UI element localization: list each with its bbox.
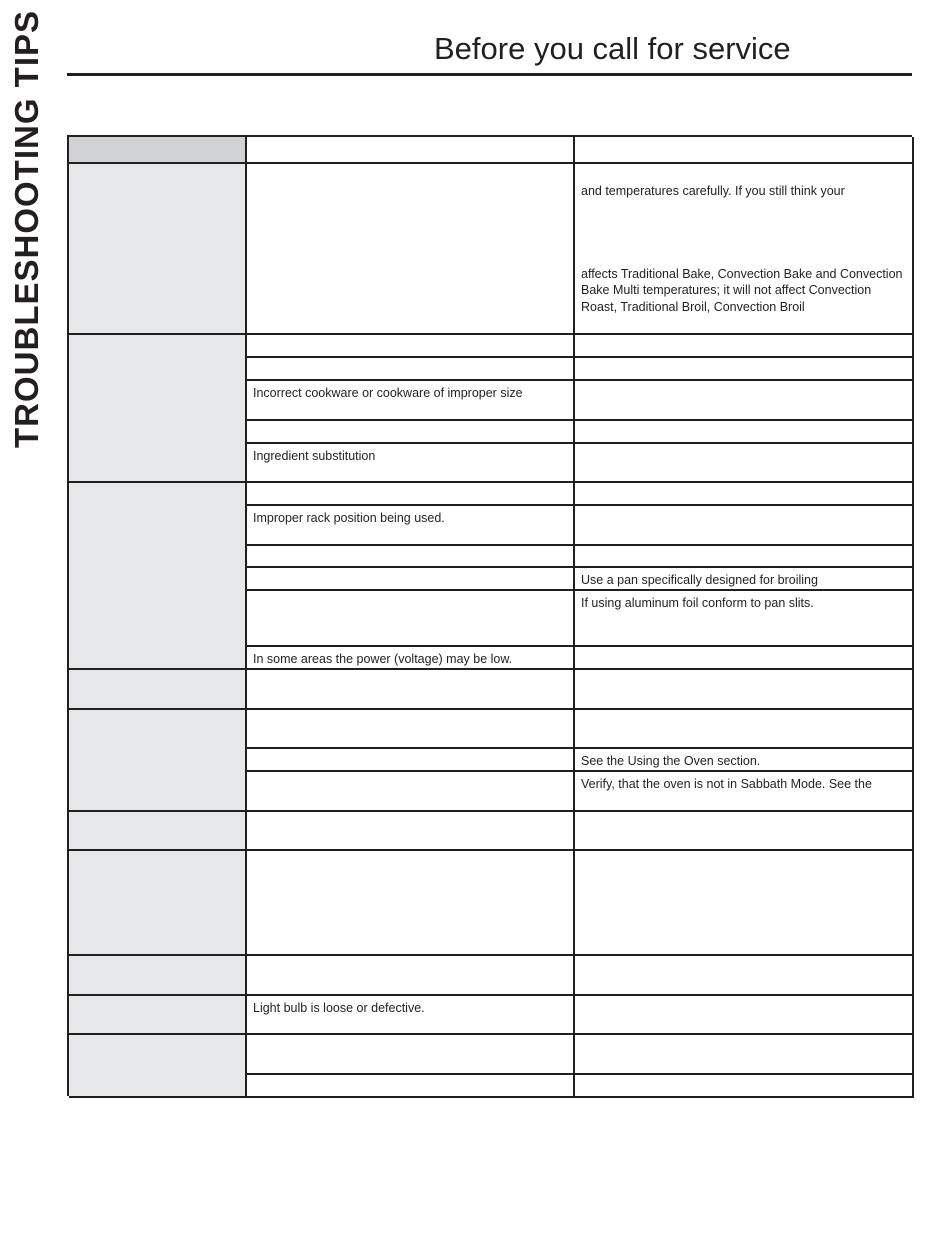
cause-cell: Incorrect cookware or cookware of improper size [247,381,575,421]
cause-cell [247,956,575,996]
cause-cell [247,749,575,772]
cause-cell [247,812,575,851]
cause-cell: Ingredient substitution [247,444,575,483]
cause-cell: In some areas the power (voltage) may be low. [247,647,575,670]
solution-cell: See the Using the Oven section. [575,749,914,772]
problem-cell [69,164,247,335]
problem-cell [69,851,247,956]
solution-cell [575,335,914,358]
solution-cell [575,812,914,851]
problem-cell [69,335,247,483]
solution-gap [581,200,906,266]
cause-cell [247,568,575,591]
cause-cell [247,421,575,444]
cause-cell [247,1035,575,1075]
solution-cell [575,164,914,335]
solution-text: and temperatures carefully. If you still think your [581,184,845,198]
problem-cell [69,483,247,670]
solution-cell [575,996,914,1035]
problem-cell [69,812,247,851]
solution-cell [575,483,914,506]
solution-cell [575,670,914,710]
solution-cell [575,421,914,444]
solution-cell [575,444,914,483]
cause-cell [247,772,575,812]
solution-cell [575,647,914,670]
solution-cell [575,1075,914,1098]
cause-cell [247,358,575,381]
cause-cell [247,851,575,956]
cause-cell [247,546,575,568]
cause-cell: Improper rack position being used. [247,506,575,546]
solution-cell: Verify, that the oven is not in Sabbath Mode. See the [575,772,914,812]
solution-cell: If using aluminum foil conform to pan slits. [575,591,914,647]
problem-cell [69,710,247,812]
solution-cell [575,851,914,956]
cause-cell [247,1075,575,1098]
solution-cell [575,546,914,568]
cause-cell: Light bulb is loose or defective. [247,996,575,1035]
cause-cell [247,164,575,335]
header-solution-cell [575,137,914,164]
page-title: Before you call for service [434,31,791,66]
cause-cell [247,710,575,749]
cause-cell [247,483,575,506]
solution-cell: Use a pan specifically designed for broiling [575,568,914,591]
solution-text: affects Traditional Bake, Convection Bake and Convection Bake Multi temperatures; it will not affect Convection Roast, Traditional Broil, Convection Broil [581,266,903,314]
solution-cell [575,381,914,421]
solution-cell [575,956,914,996]
problem-cell [69,996,247,1035]
solution-cell [575,1035,914,1075]
problem-cell [69,1035,247,1098]
cause-cell [247,335,575,358]
title-divider [67,73,912,76]
header-cause-cell [247,137,575,164]
header-problem-cell [69,137,247,164]
cause-cell [247,670,575,710]
section-side-title: TROUBLESHOOTING TIPS [8,9,45,448]
solution-cell [575,710,914,749]
problem-cell [69,670,247,710]
troubleshooting-table [67,135,912,1096]
problem-cell [69,956,247,996]
solution-cell [575,506,914,546]
cause-cell [247,591,575,647]
solution-cell [575,358,914,381]
